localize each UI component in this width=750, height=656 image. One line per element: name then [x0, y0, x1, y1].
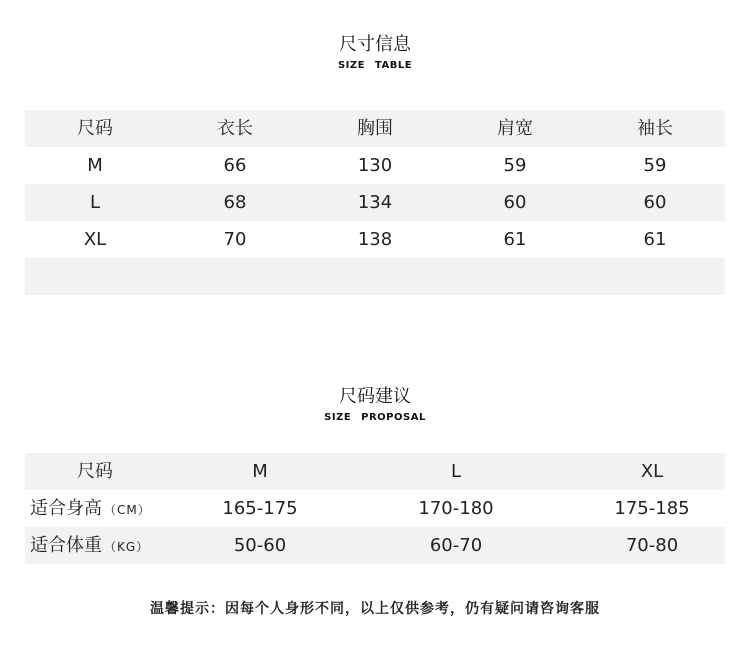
length-cell: 68 [223, 192, 247, 213]
header-chest: 胸围 [357, 118, 393, 139]
weight-range-xl: 70-80 [625, 535, 679, 556]
length-cell: 66 [223, 155, 247, 176]
table-row [25, 184, 725, 221]
size-proposal-subtitle: SIZE PROPOSAL [324, 412, 426, 423]
height-row [25, 490, 725, 527]
weight-range-l: 60-70 [429, 535, 483, 556]
height-label [30, 490, 151, 529]
height-range-xl: 175-185 [614, 498, 690, 519]
shoulder-cell: 59 [503, 155, 527, 176]
empty-row [25, 258, 725, 295]
size-proposal-title: 尺码建议 [339, 386, 411, 407]
header-size: 尺码 [77, 118, 113, 139]
sleeve-cell: 60 [643, 192, 667, 213]
size-cell: L [89, 192, 101, 213]
height-unit: （CM） [104, 503, 151, 517]
size-info-title: 尺寸信息 [339, 34, 411, 55]
shoulder-cell: 60 [503, 192, 527, 213]
proposal-table [25, 453, 725, 564]
header-size-xl: XL [640, 461, 664, 482]
header-length: 衣长 [217, 118, 253, 139]
chest-cell: 138 [357, 229, 393, 250]
header-size-m: M [252, 461, 268, 482]
header-size: 尺码 [77, 461, 113, 482]
height-range-m: 165-175 [222, 498, 298, 519]
size-table-header-row [25, 110, 725, 147]
size-cell: XL [83, 229, 107, 250]
length-cell: 70 [223, 229, 247, 250]
header-shoulder: 肩宽 [497, 118, 533, 139]
size-cell: M [87, 155, 103, 176]
sleeve-cell: 61 [643, 229, 667, 250]
table-row [25, 147, 725, 184]
sleeve-cell: 59 [643, 155, 667, 176]
weight-label-text: 适合体重 [30, 535, 102, 556]
chest-cell: 130 [357, 155, 393, 176]
header-sleeve: 袖长 [637, 118, 673, 139]
weight-row [25, 527, 725, 564]
weight-label [30, 527, 149, 566]
header-size-l: L [450, 461, 462, 482]
table-row [25, 221, 725, 258]
size-table [25, 110, 725, 295]
proposal-header-row [25, 453, 725, 490]
size-info-subtitle: SIZE TABLE [337, 60, 413, 71]
shoulder-cell: 61 [503, 229, 527, 250]
chest-cell: 134 [357, 192, 393, 213]
footer-note: 温馨提示：因每个人身形不同，以上仅供参考，仍有疑问请咨询客服 [150, 601, 600, 617]
weight-unit: （KG） [104, 540, 150, 554]
height-label-text: 适合身高 [30, 498, 102, 519]
height-range-l: 170-180 [418, 498, 494, 519]
weight-range-m: 50-60 [233, 535, 287, 556]
